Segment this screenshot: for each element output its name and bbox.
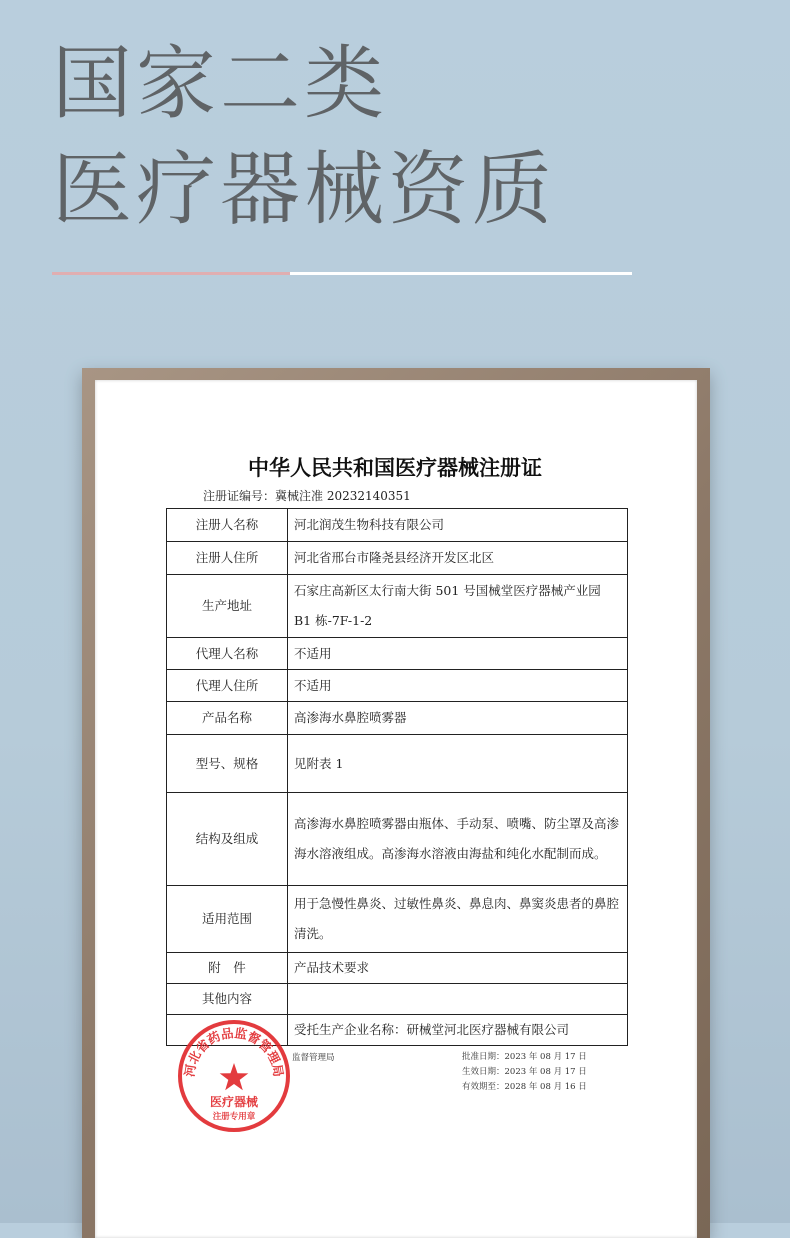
- date-value: 2028 年 08 月 16 日: [504, 1082, 587, 1092]
- date-value: 2023 年 08 月 17 日: [504, 1067, 587, 1077]
- table-row: [167, 638, 628, 670]
- row-value: 见附表 1: [288, 735, 628, 793]
- table-row: [167, 509, 628, 542]
- table-row: [167, 575, 628, 638]
- registration-table: [166, 508, 628, 1046]
- row-key: 附 件: [167, 953, 288, 984]
- date-value: 2023 年 08 月 17 日: [504, 1052, 587, 1062]
- date-block: [462, 1050, 587, 1095]
- table-row: [167, 670, 628, 702]
- certificate-number-label: 注册证编号：: [203, 489, 276, 503]
- effective-date: [462, 1065, 587, 1080]
- row-value: 高渗海水鼻腔喷雾器: [288, 702, 628, 735]
- star-icon: [220, 1063, 249, 1090]
- row-key: 结构及组成: [167, 793, 288, 886]
- row-value: 不适用: [288, 638, 628, 670]
- table-row: [167, 702, 628, 735]
- row-key: 生产地址: [167, 575, 288, 638]
- official-seal-stamp: [176, 1018, 292, 1134]
- row-key: 其他内容: [167, 984, 288, 1015]
- seal-line-1: 医疗器械: [209, 1095, 259, 1109]
- seal-arc-text: 河北省药品监督管理局: [181, 1025, 287, 1078]
- row-key: 代理人住所: [167, 670, 288, 702]
- row-value: 河北润茂生物科技有限公司: [288, 509, 628, 542]
- accent-divider: [52, 272, 632, 275]
- expiry-date: [462, 1080, 587, 1095]
- row-value: 河北省邢台市隆尧县经济开发区北区: [288, 542, 628, 575]
- row-value: 石家庄高新区太行南大街 501 号国械堂医疗器械产业园 B1 栋-7F-1-2: [288, 575, 628, 638]
- table-row: [167, 886, 628, 953]
- row-value: 不适用: [288, 670, 628, 702]
- row-value: 产品技术要求: [288, 953, 628, 984]
- row-key: 产品名称: [167, 702, 288, 735]
- table-row: [167, 542, 628, 575]
- certificate-title: 中华人民共和国医疗器械注册证: [248, 455, 542, 480]
- date-label: 生效日期：: [462, 1067, 505, 1077]
- issuing-bureau: 监督管理局: [292, 1053, 335, 1063]
- row-key: 注册人名称: [167, 509, 288, 542]
- row-value: [288, 984, 628, 1015]
- date-label: 批准日期：: [462, 1052, 505, 1062]
- row-key: 型号、规格: [167, 735, 288, 793]
- table-row: [167, 735, 628, 793]
- certificate-number: [203, 487, 411, 504]
- approval-date: [462, 1050, 587, 1065]
- headline-line-1: 国家二类: [52, 37, 388, 130]
- certificate-number-value: 冀械注准 20232140351: [275, 489, 411, 503]
- row-value: 用于急慢性鼻炎、过敏性鼻炎、鼻息肉、鼻窦炎患者的鼻腔清洗。: [288, 886, 628, 953]
- row-key: 适用范围: [167, 886, 288, 953]
- table-row: [167, 953, 628, 984]
- row-key: 代理人名称: [167, 638, 288, 670]
- row-value: 高渗海水鼻腔喷雾器由瓶体、手动泵、喷嘴、防尘罩及高渗海水溶液组成。高渗海水溶液由海盐和纯化水配制而成。: [288, 793, 628, 886]
- table-row: [167, 793, 628, 886]
- seal-line-2: 注册专用章: [212, 1112, 256, 1122]
- row-value: 受托生产企业名称：研械堂河北医疗器械有限公司: [288, 1015, 628, 1046]
- row-key: 注册人住所: [167, 542, 288, 575]
- table-row: [167, 984, 628, 1015]
- date-label: 有效期至：: [462, 1082, 505, 1092]
- headline-line-2: 医疗器械资质: [52, 143, 556, 236]
